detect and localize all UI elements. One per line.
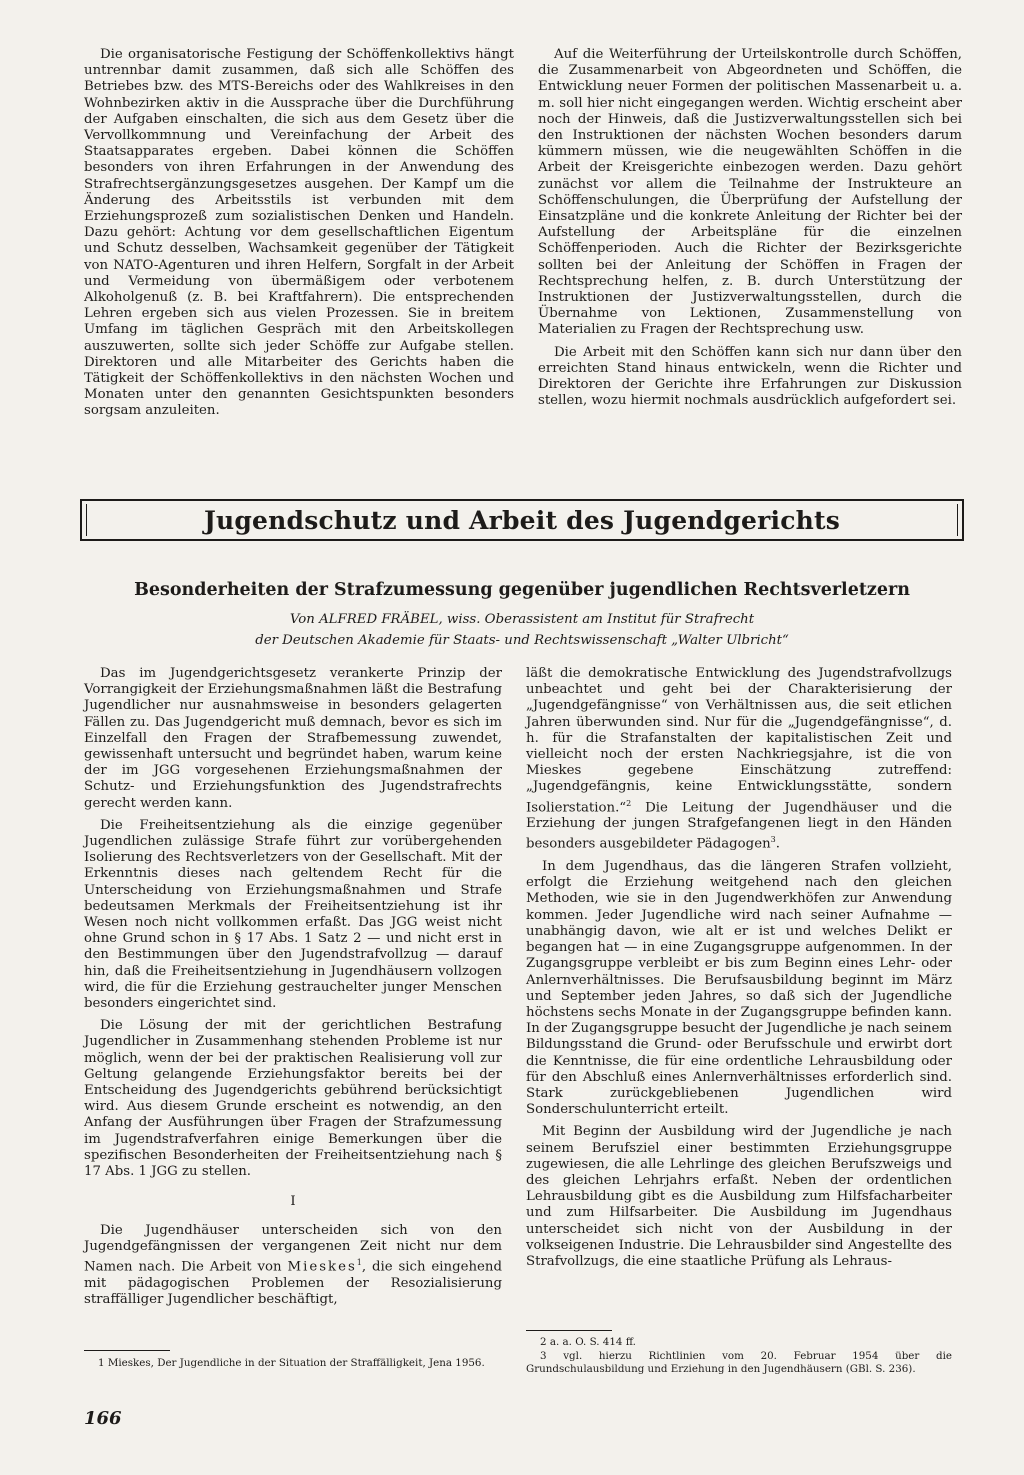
text-run: Die Jugendhäuser unterscheiden sich von den Jugendgefängnissen der vergangenen Zeit nicht nur dem Namen nach. Die Arbeit von — [84, 1222, 502, 1275]
section-number: I — [290, 1194, 296, 1210]
footnote-rule — [526, 1330, 612, 1331]
body-left-column — [84, 666, 502, 1308]
text-run: , die sich eingehend mit pädagogischen Problemen der Resozialisierung straffälliger Jugendlicher beschäftigt, — [84, 1259, 502, 1307]
text-run: läßt die demokratische Entwicklung des Jugendstrafvollzugs unbeachtet und geht bei der Charakterisierung der „Jugendgefängnisse“ von Verhältnissen aus, die seit etlichen Jahren überwunden sind. Nur für die „Jugendgefängnisse“, d. h. für die Strafanstalten der kapitalistischen Zeit und vielleicht noch der ersten Nachkriegsjahre, ist die von Mieskes gegebene Einschätzung zutreffend: „Jugendgefängnis, keine Entwicklungsstätte, sondern Isolierstation.“ — [526, 666, 952, 816]
text-run: Die Leitung der Jugendhäuser und die Erziehung der jungen Strafgefangenen liegt in den Händen besonders ausgebildeter Pädagogen — [526, 800, 952, 852]
paragraph: Die organisatorische Festigung der Schöffenkollektivs hängt untrennbar damit zusammen, daß sich alle Schöffen des Betriebes bzw. des MTS-Bereichs oder des Wahlkreises in den Wohnbezirken aktiv in die Aussprache über die Durchführung der Aufgaben einschalten, die sich aus dem Gesetz über die Vervollkommnung und Vereinfachung der Arbeit des Staatsapparates ergeben. Dabei können die Schöffen besonders von ihren Erfahrungen in der Anwendung des Strafrechtsergänzungsgesetzes ausgehen. Der Kampf um die Änderung des Arbeitsstils ist verbunden mit dem Erziehungsprozeß zum sozialistischen Denken und Handeln. Dazu gehört: Achtung vor dem gesellschaftlichen Eigentum und Schutz desselben, Wachsamkeit gegenüber der Tätigkeit von NATO-Agenturen und ihren Helfern, Sorgfalt in der Arbeit und Vermeidung von übermäßigem oder verbotenem Alkoholgenuß (z. B. bei Kraftfahrern). Die entsprechenden Lehren ergeben sich aus vielen Prozessen. Sie in breitem Umfang im täglichen Gespräch mit den Arbeitskollegen auszuwerten, sollte sich jeder Schöffe zur Aufgabe stellen. Direktoren und alle Mitarbeiter des Gerichts haben die Tätigkeit der Schöffenkollektivs in den nächsten Wochen und Monaten unter den genannten Gesichtspunkten besonders sorgsam anzuleiten. — [84, 47, 514, 419]
footnote-ref: 3 — [770, 835, 776, 845]
footnote: 3 vgl. hierzu Richtlinien vom 20. Februar 1954 über die Grundschulausbildung und Erziehung in den Jugendhäusern (GBl. S. 236). — [526, 1350, 952, 1375]
paragraph — [84, 1223, 502, 1308]
footnote-ref: 2 — [626, 798, 632, 808]
page-number: 166 — [84, 1408, 122, 1429]
paragraph — [526, 666, 952, 853]
paragraph: Die Lösung der mit der gerichtlichen Bestrafung Jugendlicher in Zusammenhang stehenden Probleme ist nur möglich, wenn der bei der praktischen Realisierung voll zur Geltung gelangende Erziehungsfaktor bereits bei der Entscheidung des Jugendgerichts gebührend berücksichtigt wird. Aus diesem Grunde erscheint es notwendig, an den Anfang der Ausführungen über Fragen der Strafzumessung im Jugendstrafverfahren einige Bemerkungen über die spezifischen Besonderheiten der Freiheitsentziehung nach § 17 Abs. 1 JGG zu stellen. — [84, 1018, 502, 1180]
article-title: Besonderheiten der Strafzumessung gegenüber jugendlichen Rechtsverletzern — [134, 580, 910, 600]
section-banner — [80, 499, 964, 541]
footnote-rule — [84, 1350, 170, 1351]
paragraph: In dem Jugendhaus, das die längeren Strafen vollzieht, erfolgt die Erziehung weitgehend nach den gleichen Methoden, wie sie in den Jugendwerkhöfen zur Anwendung kommen. Jeder Jugendliche wird nach seiner Aufnahme — unabhängig davon, wie alt er ist und welches Delikt er begangen hat — in eine Zugangsgruppe aufgenommen. In der Zugangsgruppe verbleibt er bis zum Beginn eines Lehr- oder Anlernverhältnisses. Die Berufsausbildung beginnt im März und September jeden Jahres, so daß sich der Jugendliche höchstens sechs Monate in der Zugangsgruppe befinden kann. In der Zugangsgruppe besucht der Jugendliche je nach seinem Bildungsstand die Grund- oder Berufsschule und erwirbt dort die Kenntnisse, die für eine ordentliche Lehrausbildung oder für den Abschluß eines Anlernverhältnisses erforderlich sind. Stark zurückgebliebenen Jugendlichen wird Sonderschulunterricht erteilt. — [526, 859, 952, 1118]
byline-institution: der Deutschen Akademie für Staats- und Rechtswissenschaft „Walter Ulbricht“ — [255, 633, 789, 648]
author-name: Mieskes — [287, 1259, 357, 1275]
text-run: . — [775, 836, 780, 852]
footnotes-right — [526, 1336, 952, 1376]
footnote: 1 Mieskes, Der Jugendliche in der Situation der Straffälligkeit, Jena 1956. — [98, 1357, 485, 1369]
paragraph: Die Freiheitsentziehung als die einzige gegenüber Jugendlichen zulässige Strafe führt zur vorübergehenden Isolierung des Rechtsverletzers von der Gesellschaft. Mit der Erkenntnis dieses nach geltendem Recht für die Unterscheidung von Erziehungsmaßnahmen und Strafe bedeutsamen Merkmals der Freiheitsentziehung ist ihr Wesen noch nicht vollkommen erfaßt. Das JGG weist nicht ohne Grund schon in § 17 Abs. 1 Satz 2 — und nicht erst in den Bestimmungen über den Jugendstrafvollzug — darauf hin, daß die Freiheitsentziehung in Jugendhäusern vollzogen wird, die für die Erziehung gestrauchelter junger Menschen besonders eingerichtet sind. — [84, 817, 502, 1012]
footnotes-left — [84, 1357, 502, 1370]
top-left-column — [84, 47, 514, 420]
footnote: 2 a. a. O. S. 414 ff. — [540, 1336, 636, 1348]
section-title: Jugendschutz und Arbeit des Jugendgerichts — [203, 505, 841, 535]
paragraph: Die Arbeit mit den Schöffen kann sich nur dann über den erreichten Stand hinaus entwickeln, wenn die Richter und Direktoren der Gerichte ihre Erfahrungen zur Diskussion stellen, wozu hiermit nochmals ausdrücklich aufgefordert sei. — [538, 344, 962, 409]
paragraph: Mit Beginn der Ausbildung wird der Jugendliche je nach seinem Berufsziel einer bestimmten Erziehungsgruppe zugewiesen, die alle Lehrlinge des gleichen Berufszweigs und des gleichen Lehrjahrs erfaßt. Neben der ordentlichen Lehrausbildung gibt es die Ausbildung zum Hilfsfacharbeiter und zum Hilfsarbeiter. Die Ausbildung im Jugendhaus unterscheidet sich nicht von der Ausbildung in der volkseigenen Industrie. Die Lehrausbilder sind Angestellte des Strafvollzugs, die eine staatliche Prüfung als Lehraus- — [526, 1124, 952, 1269]
body-right-column — [526, 666, 952, 1270]
top-right-column — [538, 47, 962, 409]
paragraph: Auf die Weiterführung der Urteilskontrolle durch Schöffen, die Zusammenarbeit von Abgeordneten und Schöffen, die Entwicklung neuer Formen der politischen Massenarbeit u. a. m. soll hier nicht eingegangen werden. Wichtig erscheint aber noch der Hinweis, daß die Justizverwaltungsstellen sich bei den Instruktionen der nächsten Wochen besonders darum kümmern müssen, wie die neugewählten Schöffen in die Arbeit der Kreisgerichte einbezogen werden. Dazu gehört zunächst vor allem die Teilnahme der Instrukteure an Schöffenschulungen, die Überprüfung der Aufstellung der Einsatzpläne und die konkrete Anleitung der Richter bei der Aufstellung der Arbeitspläne für die einzelnen Schöffenperioden. Auch die Richter der Bezirksgerichte sollten bei der Anleitung der Schöffen in Fragen der Rechtsprechung helfen, z. B. durch Unterstützung der Instruktionen der Justizverwaltungsstellen, durch die Übernahme von Lektionen, Zusammenstellung von Materialien zu Fragen der Rechtsprechung usw. — [538, 47, 962, 338]
byline-author: Von ALFRED FRÄBEL, wiss. Oberassistent am Institut für Strafrecht — [289, 612, 755, 627]
footnote-ref: 1 — [356, 1257, 362, 1267]
paragraph: Das im Jugendgerichtsgesetz verankerte Prinzip der Vorrangigkeit der Erziehungsmaßnahmen läßt die Bestrafung Jugendlicher nur ausnahmsweise in besonders gelagerten Fällen zu. Das Jugendgericht muß demnach, bevor es sich im Einzelfall den Fragen der Strafbemessung zuwendet, gewissenhaft untersucht und begründet haben, warum keine der im JGG vorgesehenen Erziehungsmaßnahmen der Schutz- und Erziehungsfunktion des Jugendstrafrechts gerecht werden kann. — [84, 666, 502, 811]
